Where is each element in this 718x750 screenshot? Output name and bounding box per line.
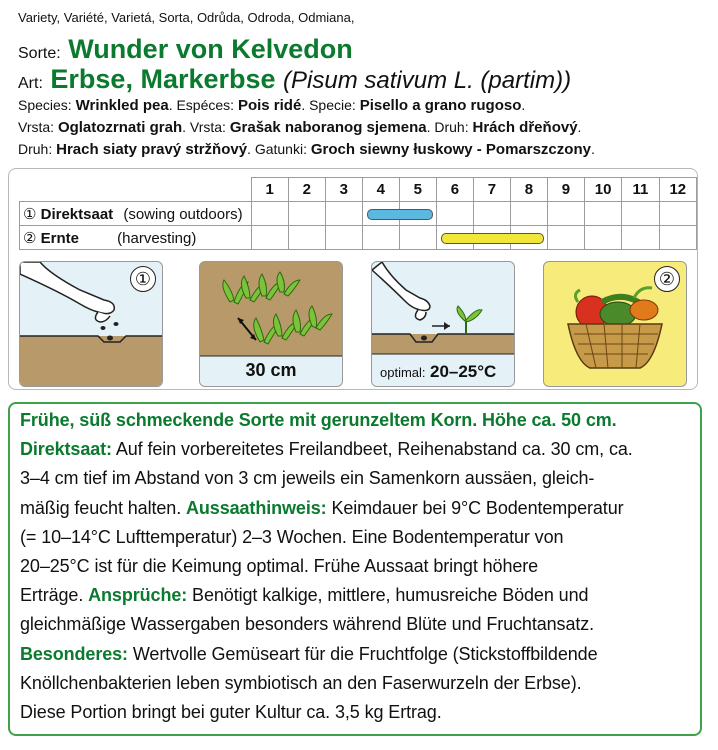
art-line [18,64,571,95]
harvest-translation: (harvesting) [117,229,197,247]
instruction-line [20,702,442,723]
calendar-grid [19,177,697,250]
species-name: Erbse, Markerbse [50,64,276,94]
month-2: 2 [288,178,325,202]
calendar-cell [584,202,621,226]
harvest-period-bar [441,233,544,244]
species-language-label: Vrsta: [18,119,58,135]
calendar-cell [399,226,436,250]
month-6: 6 [436,178,473,202]
calendar-cell [325,226,362,250]
sowing-period-bar [367,209,433,220]
instruction-text: Diese Portion bringt bei guter Kultur ca. 3,5 kg Ertrag. [20,702,442,722]
calendar-cell [622,202,659,226]
species-line-2 [18,119,581,136]
month-12: 12 [659,178,696,202]
species-common-name: Hrách dřeňový [472,119,578,136]
month-3: 3 [325,178,362,202]
optimal-value: 20–25°C [429,362,497,381]
variety-name: Wunder von Kelvedon [68,34,353,64]
instruction-line [20,498,624,519]
species-language-label: . Vrsta: [182,119,230,135]
species-language-label: . Espéces: [168,97,238,113]
step-1-badge: ① [130,266,156,292]
calendar-cell [325,202,362,226]
art-label: Art: [18,75,43,92]
instruction-line [20,644,598,665]
species-line-1 [18,97,525,114]
instruction-line [20,410,617,431]
instruction-text: Auf fein vorbereitetes Freilandbeet, Reihenabstand ca. 30 cm, ca. [111,439,633,460]
instruction-heading: Aussaathinweis: [186,497,327,518]
instruction-heading: Direktsaat: [20,439,112,460]
sorte-line [18,34,353,65]
harvest-label: Ernte [40,229,79,247]
instruction-heading: Frühe, süß schmeckende Sorte mit gerunzeltem Korn. Höhe ca. 50 cm. [20,410,617,430]
instruction-line [20,527,563,548]
calendar-cell [584,226,621,250]
species-common-name: Hrach siaty pravý stržňový [56,141,248,158]
instruction-text: 3–4 cm tief im Abstand von 3 cm jeweils ein Samenkorn aussäen, gleich- [20,468,595,489]
month-11: 11 [622,178,659,202]
instruction-heading: Ansprüche: [88,585,188,606]
pictogram-spacing [199,261,343,387]
instruction-line [20,468,594,489]
species-language-label: . [577,119,582,135]
instruction-line [20,673,582,694]
species-common-name: Wrinkled pea [75,97,169,114]
month-1: 1 [251,178,288,202]
instruction-heading: Besonderes: [20,643,128,664]
calendar-row-harvest [20,226,697,250]
instruction-line [20,614,594,635]
pictogram-harvest [543,261,687,387]
instruction-line [20,439,633,460]
sowing-calendar [8,168,698,390]
month-10: 10 [584,178,621,202]
species-language-label: . Specie: [301,97,360,113]
row-spacing-label: 30 cm [245,360,297,380]
instruction-text: Wertvolle Gemüseart für die Fruchtfolge (Stickstoffbildende [127,643,598,664]
calendar-cell [547,202,584,226]
instruction-text: gleichmäßige Wassergaben besonders während Blüte und Fruchtansatz. [20,614,595,635]
instruction-text: Keimdauer bei 9°C Bodentemperatur [326,497,624,518]
calendar-cell [510,202,547,226]
calendar-row-label [20,202,252,226]
sowing-label: Direktsaat [40,205,114,223]
species-common-name: Pisello a grano rugoso [359,97,522,114]
calendar-cell [622,226,659,250]
optimal-temperature [380,362,496,382]
latin-name: (Pisum sativum L. (partim)) [283,67,572,94]
pictogram-temperature [371,261,515,387]
calendar-cell [436,202,473,226]
month-7: 7 [473,178,510,202]
calendar-cell [288,202,325,226]
species-common-name: Groch siewny łuskowy - Pomarszczony [310,141,591,158]
calendar-cell [251,226,288,250]
species-language-label: . Druh: [426,119,473,135]
species-language-label: Species: [18,97,76,113]
calendar-corner [20,178,252,202]
step-2-marker: ② [23,229,37,247]
instruction-text: mäßig feucht halten. [20,497,186,518]
species-language-label: . [521,97,526,113]
sowing-translation: (sowing outdoors) [123,205,243,223]
instruction-text: (= 10–14°C Lufttemperatur) 2–3 Wochen. Eine Bodentemperatur von [20,526,564,547]
species-language-label: . Gatunki: [247,141,311,157]
month-header-row [20,178,697,202]
calendar-cell [362,226,399,250]
calendar-cell [659,202,696,226]
calendar-row-label [20,226,252,250]
calendar-cell [288,226,325,250]
species-common-name: Pois ridé [237,97,302,114]
calendar-cell [659,226,696,250]
calendar-cell [251,202,288,226]
month-8: 8 [510,178,547,202]
instruction-text: Erträge. [20,585,89,606]
species-common-name: Grašak naboranog sjemena [229,119,427,136]
calendar-cell [473,202,510,226]
instruction-text: Knöllchenbakterien leben symbiotisch an den Faserwurzeln der Erbse). [20,672,582,693]
variety-translations: Variety, Variété, Varietá, Sorta, Odrůda, Odroda, Odmiana, [18,10,355,25]
species-language-label: . [590,141,595,157]
instruction-line [20,556,538,577]
instruction-line [20,585,588,606]
cultivation-instructions [8,402,702,736]
species-common-name: Oglatozrnati grah [57,119,183,136]
sorte-label: Sorte: [18,45,61,62]
species-line-3 [18,141,595,158]
calendar-cell [547,226,584,250]
pictogram-sowing [19,261,163,387]
calendar-row-sowing [20,202,697,226]
species-language-label: Druh: [18,141,57,157]
optimal-label: optimal: [380,365,426,380]
month-4: 4 [362,178,399,202]
instruction-text: Benötigt kalkige, mittlere, humusreiche Böden und [187,585,589,606]
instruction-text: 20–25°C ist für die Keimung optimal. Frühe Aussaat bringt höhere [20,556,539,576]
step-2-badge: ② [654,266,680,292]
step-1-marker: ① [23,205,37,223]
month-9: 9 [547,178,584,202]
month-5: 5 [399,178,436,202]
